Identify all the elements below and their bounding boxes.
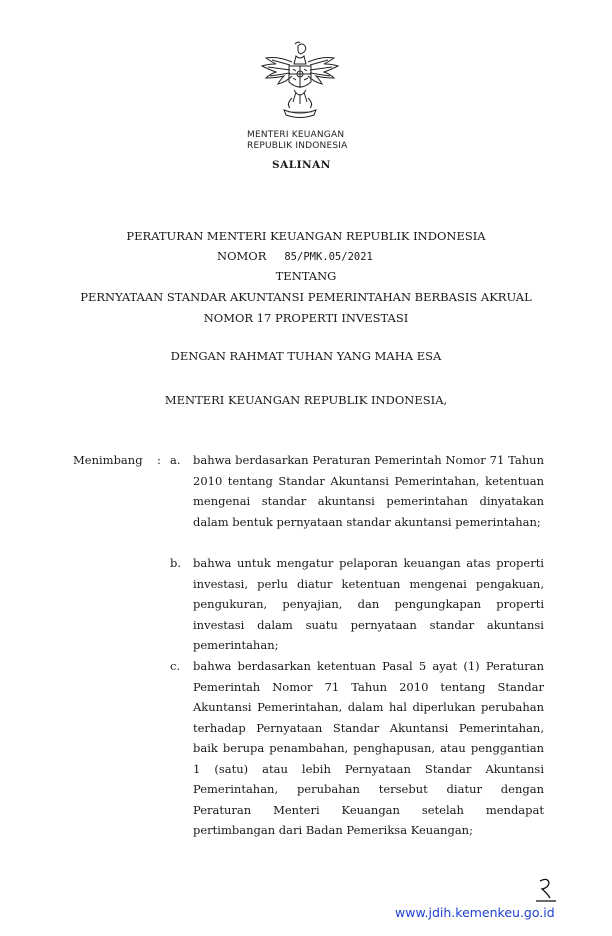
- considering-item-b: [170, 553, 544, 656]
- subject-line-1: PERNYATAAN STANDAR AKUNTANSI PEMERINTAHAN BERBASIS AKRUAL: [80, 290, 532, 304]
- nomor-label: NOMOR: [217, 249, 267, 263]
- item-marker: b.: [170, 556, 182, 570]
- country-name: REPUBLIK INDONESIA: [247, 141, 348, 151]
- considering-item-c: [170, 656, 544, 841]
- nomor-value: 85/PMK.05/2021: [284, 251, 373, 263]
- garuda-emblem-icon: [258, 40, 342, 124]
- ministry-name: MENTERI KEUANGAN: [247, 130, 345, 140]
- considering-label: Menimbang: [73, 453, 143, 467]
- footer-url[interactable]: www.jdih.kemenkeu.go.id: [395, 905, 555, 920]
- regulation-title: PERATURAN MENTERI KEUANGAN REPUBLIK INDONESIA: [126, 229, 486, 243]
- blessing-line: DENGAN RAHMAT TUHAN YANG MAHA ESA: [170, 349, 442, 363]
- item-text: bahwa berdasarkan Peraturan Pemerintah Nomor 71 Tahun 2010 tentang Standar Akuntansi Pemerintahan, ketentuan mengenai standar akuntansi pemerintahan dinyatakan dalam bentuk pernyataan standar akuntansi pemerintahan;: [193, 453, 544, 529]
- initial-mark: [534, 877, 558, 903]
- tentang-label: TENTANG: [275, 269, 337, 283]
- item-text: bahwa untuk mengatur pelaporan keuangan atas properti investasi, perlu diatur ketentuan mengenai pengakuan, pengukuran, penyajian, dan pengungkapan properti investasi dalam suatu pernyataan standar akuntansi pemerintahan;: [193, 556, 544, 652]
- issuer-line: MENTERI KEUANGAN REPUBLIK INDONESIA,: [164, 393, 448, 407]
- item-marker: a.: [170, 453, 181, 467]
- item-marker: c.: [170, 659, 181, 673]
- ministry-header: [247, 130, 348, 152]
- considering-item-a: [170, 450, 544, 532]
- item-text: bahwa berdasarkan ketentuan Pasal 5 ayat (1) Peraturan Pemerintah Nomor 71 Tahun 2010 tentang Standar Akuntansi Pemerintahan, dalam hal diperlukan perubahan terhadap Pernyataan Standar Akuntansi Pemerintahan, baik berupa penambahan, penghapusan, atau penggantian 1 (satu) atau lebih Pernyataan Standar Akuntansi Pemerintahan, perubahan tersebut diatur dengan Peraturan Menteri Keuangan setelah mendapat pertimbangan dari Badan Pemeriksa Keuangan;: [193, 659, 544, 837]
- copy-label: SALINAN: [272, 159, 331, 171]
- considering-colon: :: [157, 453, 161, 467]
- regulation-number: [217, 249, 373, 263]
- subject-line-2: NOMOR 17 PROPERTI INVESTASI: [203, 311, 409, 325]
